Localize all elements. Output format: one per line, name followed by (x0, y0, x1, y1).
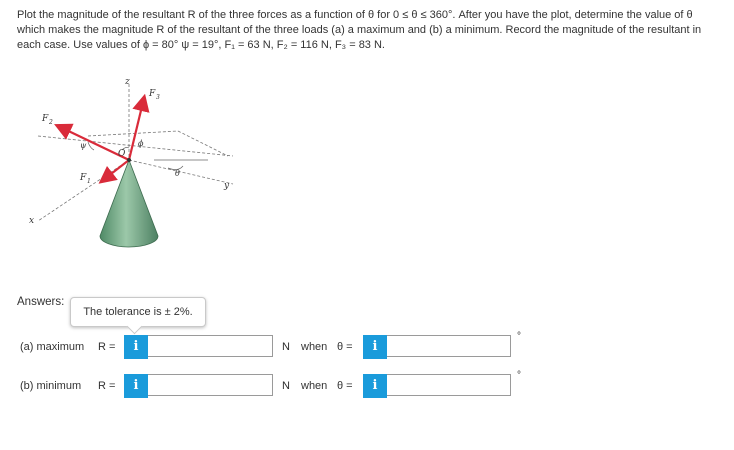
r-max-input[interactable] (148, 335, 273, 357)
force-diagram-figure (28, 76, 253, 254)
theta-min-input[interactable] (387, 374, 511, 396)
info-icon[interactable]: i (124, 335, 148, 359)
psi-angle-label: ψ (80, 141, 87, 150)
y-axis-label: y (224, 181, 230, 191)
when-label: when (301, 380, 328, 392)
info-icon[interactable]: i (363, 374, 387, 398)
f1-subscript: 1 (87, 178, 91, 185)
cone (100, 160, 158, 247)
f3-subscript: 3 (156, 94, 160, 101)
info-icon[interactable]: i (363, 335, 387, 359)
when-label: when (301, 341, 328, 353)
force-f3-arrow (129, 98, 144, 160)
phi-angle-label: ϕ (138, 139, 144, 148)
theta-max-input[interactable] (387, 335, 511, 357)
f3-label: F (149, 89, 156, 99)
r-label: R = (98, 341, 116, 353)
tolerance-tooltip: The tolerance is ± 2%. (70, 297, 206, 327)
degree-symbol: ° (517, 370, 521, 381)
degree-symbol: ° (517, 331, 521, 342)
f1-label: F (80, 173, 87, 183)
x-axis-label: x (29, 216, 35, 226)
unit-label: N (282, 341, 290, 353)
theta-angle-label: θ (175, 169, 180, 178)
origin-point (127, 158, 131, 162)
row-prefix: (b) minimum (20, 380, 82, 392)
f2-label: F (42, 114, 49, 124)
r-min-input[interactable] (148, 374, 273, 396)
theta-label: θ = (337, 341, 353, 353)
info-icon[interactable]: i (124, 374, 148, 398)
answers-label: Answers: (17, 296, 65, 308)
row-prefix: (a) maximum (20, 341, 85, 353)
theta-label: θ = (337, 380, 353, 392)
r-label: R = (98, 380, 116, 392)
z-axis-label: z (125, 77, 130, 87)
unit-label: N (282, 380, 290, 392)
origin-label: O (118, 149, 126, 159)
f2-subscript: 2 (49, 119, 53, 126)
problem-statement: Plot the magnitude of the resultant R of the three forces as a function of θ for 0 ≤ θ ≤ 360°. After you have the plot, determine the value of θ which makes the magnitude R of the resultant of the three loads (a) a maximum and (b) a minimum. Record the magnitude of the resultant in each case. Use values of ϕ = 80° ψ = 19°, F₁ = 63 N, F₂ = 116 N, F₃ = 83 N. (17, 9, 702, 51)
